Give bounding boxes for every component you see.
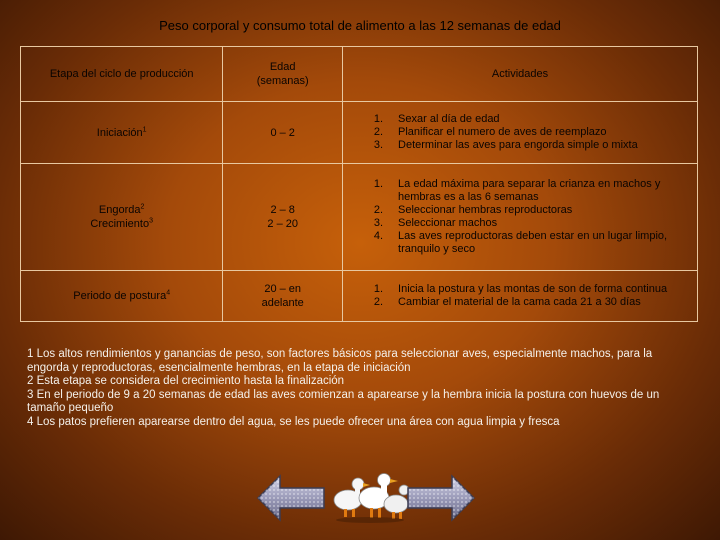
footnote-ref: 1 xyxy=(142,125,147,133)
age-cell xyxy=(223,164,343,271)
activities-list xyxy=(343,178,697,256)
header-stage: Etapa del ciclo de producción xyxy=(21,47,223,102)
arrow-right-icon xyxy=(404,472,476,524)
table-header-row xyxy=(21,47,698,102)
header-activities: Actividades xyxy=(343,47,698,102)
activities-list xyxy=(343,283,697,309)
production-table xyxy=(20,46,698,322)
stage-label: Iniciación$^1$ xyxy=(96,125,147,139)
footnote-ref: 3 xyxy=(149,217,153,225)
activities-cell xyxy=(343,164,698,271)
age-value: 2 – 20 xyxy=(267,218,298,230)
footnote: 2 Esta etapa se considera del crecimiento hasta la finalización xyxy=(27,375,345,387)
activities-cell xyxy=(343,102,698,164)
list-item: 2. Cambiar el material de la cama cada 21 a 30 días xyxy=(373,296,641,308)
activities-cell xyxy=(343,271,698,322)
table-row xyxy=(21,271,698,322)
list-item: 1. Sexar al día de edad xyxy=(373,113,500,125)
age-value: 2 – 8 xyxy=(270,204,295,216)
activities-list xyxy=(343,113,697,152)
header-age-line1: Edad xyxy=(269,61,296,73)
footnotes xyxy=(27,348,697,429)
age-value: 0 – 2 xyxy=(270,126,295,139)
age-value: adelante xyxy=(261,297,304,309)
next-button[interactable] xyxy=(404,472,476,524)
footnote: 1 Los altos rendimientos y ganancias de peso, son factores básicos para seleccionar aves, especialmente machos, para la engorda y reproductoras, esencialmente hembras, en la etapa de iniciación xyxy=(27,348,653,374)
age-value: 20 – en xyxy=(264,283,302,295)
list-item: 2. Seleccionar hembras reproductoras xyxy=(373,204,573,216)
header-age xyxy=(223,47,343,102)
header-age-line2: (semanas) xyxy=(256,75,309,87)
age-cell xyxy=(223,102,343,164)
footnote-ref: 2 xyxy=(140,203,145,211)
page-title: Peso corporal y consumo total de alimento a las 12 semanas de edad xyxy=(159,18,561,33)
table-row xyxy=(21,102,698,164)
prev-button[interactable] xyxy=(256,472,328,524)
list-item: 2. Planificar el numero de aves de reemplazo xyxy=(373,126,607,138)
list-item: 1. Inicia la postura y las montas de son de forma continua xyxy=(373,283,668,295)
footnote-ref: 4 xyxy=(166,289,171,297)
footnote: 4 Los patos prefieren aparearse dentro del agua, se les puede ofrecer una área con agua limpia y fresca xyxy=(27,415,560,428)
stage-label: Periodo de postura$^4$ xyxy=(73,289,171,302)
stage-label: Engorda$^2$ xyxy=(98,203,145,216)
footnote: 3 En el periodo de 9 a 20 semanas de edad las aves comienzan a aparearse y la hembra inicia la postura con huevos de un tamaño pequeño xyxy=(27,388,660,414)
stage-cell xyxy=(21,102,223,164)
table-row xyxy=(21,164,698,271)
stage-cell xyxy=(21,271,223,322)
stage-label: Crecimiento$^3$ xyxy=(90,217,153,230)
stage-cell xyxy=(21,164,223,271)
arrow-left-icon xyxy=(256,472,328,524)
ducks-image xyxy=(328,462,412,524)
list-item: 3. Determinar las aves para engorda simple o mixta xyxy=(373,139,638,151)
list-item: 1. La edad máxima para separar la crianza en machos y hembras es a las 6 semanas xyxy=(373,178,661,203)
list-item: 3. Seleccionar machos xyxy=(373,217,498,229)
age-cell xyxy=(223,271,343,322)
list-item: 4. Las aves reproductoras deben estar en un lugar limpio, tranquilo y seco xyxy=(373,230,668,255)
